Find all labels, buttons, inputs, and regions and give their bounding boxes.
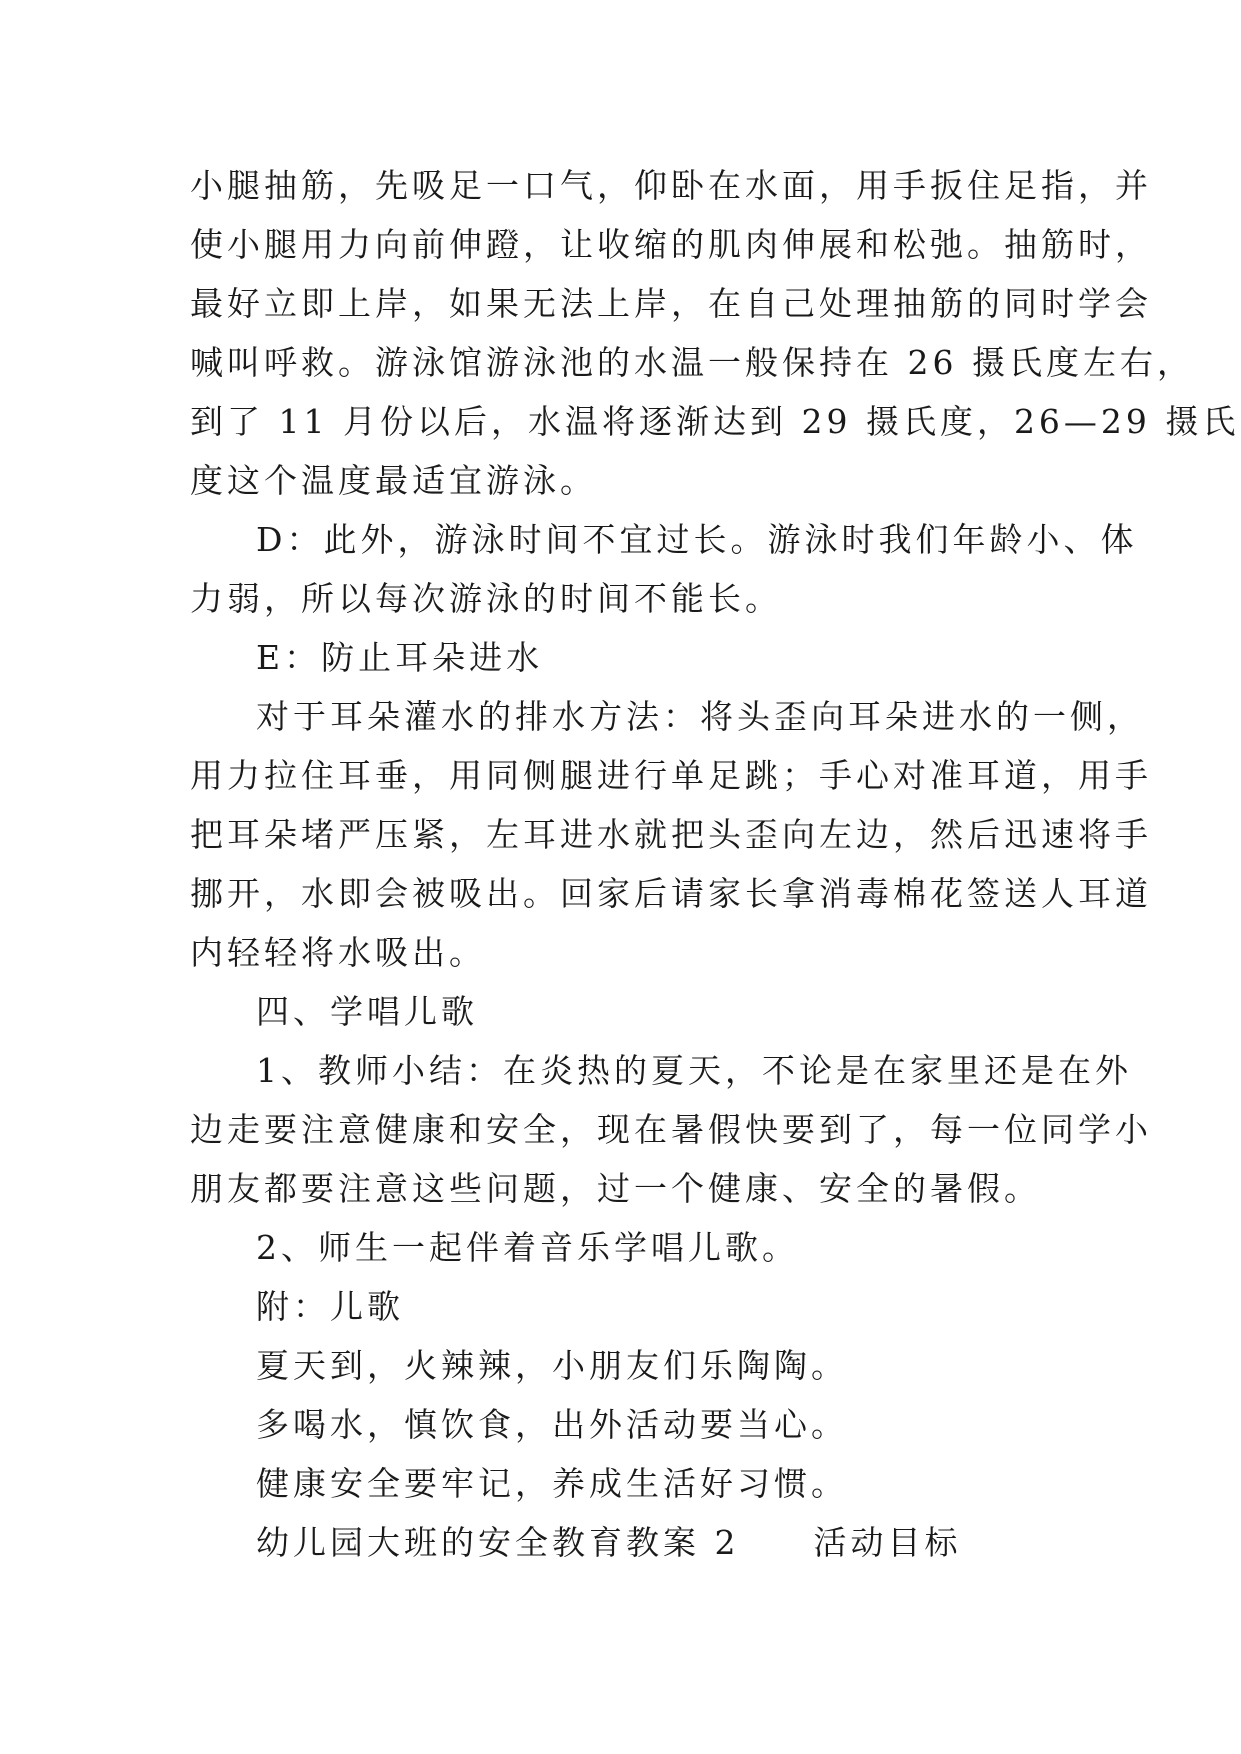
body-text-line: 朋友都要注意这些问题，过一个健康、安全的暑假。 (190, 1169, 1041, 1208)
body-text-line: 1、教师小结：在炎热的夏天，不论是在家里还是在外 (256, 1051, 1132, 1090)
body-text-line: 度这个温度最适宜游泳。 (190, 461, 597, 500)
body-text-line: 内轻轻将水吸出。 (190, 933, 486, 972)
body-text-line: 喊叫呼救。游泳馆游泳池的水温一般保持在 26 摄氏度左右， (190, 343, 1194, 382)
body-text-line: 挪开，水即会被吸出。回家后请家长拿消毒棉花签送人耳道 (190, 874, 1152, 913)
song-line: 健康安全要牢记，养成生活好习惯。 (256, 1464, 848, 1503)
section-heading: E：防止耳朵进水 (256, 638, 544, 677)
song-line: 夏天到，火辣辣，小朋友们乐陶陶。 (256, 1346, 848, 1385)
body-text-line: 把耳朵堵严压紧，左耳进水就把头歪向左边，然后迅速将手 (190, 815, 1152, 854)
body-text-line: 到了 11 月份以后，水温将逐渐达到 29 摄氏度，26—29 摄氏 (190, 402, 1240, 441)
body-text-line: 最好立即上岸，如果无法上岸，在自己处理抽筋的同时学会 (190, 284, 1152, 323)
section-heading: 四、学唱儿歌 (256, 992, 478, 1031)
body-text-line: 使小腿用力向前伸蹬，让收缩的肌肉伸展和松弛。抽筋时， (190, 225, 1152, 264)
body-text-line: 力弱，所以每次游泳的时间不能长。 (190, 579, 782, 618)
next-section-title: 幼儿园大班的安全教育教案 2 活动目标 (256, 1523, 962, 1562)
song-heading: 附：儿歌 (256, 1287, 404, 1326)
body-text-line: D：此外，游泳时间不宜过长。游泳时我们年龄小、体 (256, 520, 1138, 559)
body-text-line: 边走要注意健康和安全，现在暑假快要到了，每一位同学小 (190, 1110, 1152, 1149)
body-text-line: 2、师生一起伴着音乐学唱儿歌。 (256, 1228, 799, 1267)
body-text-line: 小腿抽筋，先吸足一口气，仰卧在水面，用手扳住足指，并 (190, 166, 1152, 205)
body-text-line: 对于耳朵灌水的排水方法：将头歪向耳朵进水的一侧， (256, 697, 1144, 736)
song-line: 多喝水，慎饮食，出外活动要当心。 (256, 1405, 848, 1444)
body-text-line: 用力拉住耳垂，用同侧腿进行单足跳；手心对准耳道，用手 (190, 756, 1152, 795)
